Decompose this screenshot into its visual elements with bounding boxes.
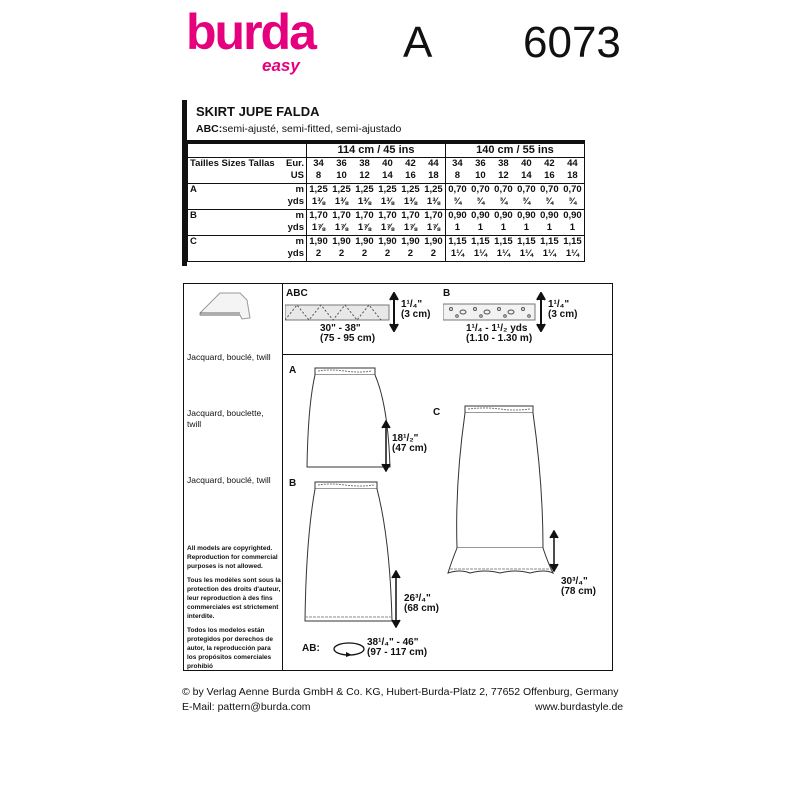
eur-size: 44 <box>567 157 578 169</box>
yardage-value: 1,70 <box>378 209 397 221</box>
yardage-value: 0,90 <box>445 209 469 222</box>
hem-width: 38¹/₄" - 46" (97 - 117 cm) <box>367 637 428 658</box>
copyright-fr: Tous les modèles sont sous la protection des droits d'auteur, leur reproduction à des fins commerciales est strictement interdite. <box>187 577 281 620</box>
fabric-c: Jacquard, bouclette, twill <box>187 408 264 429</box>
pattern-number: 6073 <box>523 18 621 67</box>
yardage-value: 1 <box>477 222 484 233</box>
skirt-b-drawing <box>300 479 400 629</box>
hem-width-label: AB: <box>302 643 320 654</box>
us-size: 12 <box>498 170 509 181</box>
width-114-header: 114 cm / 45 ins <box>307 142 446 157</box>
view-c-length: 30³/₄" (78 cm) <box>561 576 597 597</box>
eur-size: 38 <box>498 157 509 169</box>
yardage-value: 1,15 <box>445 235 469 248</box>
yardage-value: 2 <box>430 248 437 259</box>
burda-logo: burda <box>186 4 315 60</box>
publisher-info: © by Verlag Aenne Burda GmbH & Co. KG, Hubert-Burda-Platz 2, 77652 Offenburg, Germany <box>182 686 619 698</box>
yardage-value: 1,15 <box>471 235 490 247</box>
yardage-value: 1⅞ <box>334 222 349 233</box>
eur-size: 42 <box>544 157 555 169</box>
yardage-value: 0,70 <box>471 183 490 195</box>
yardage-value: 0,90 <box>471 209 490 221</box>
yardage-value: 1⅜ <box>426 196 441 207</box>
unit-label: m <box>284 183 307 196</box>
eur-size: 36 <box>336 157 347 169</box>
eur-size: 38 <box>359 157 370 169</box>
us-size: 12 <box>359 170 370 181</box>
us-size: 16 <box>544 170 555 181</box>
length-arrow-icon <box>391 570 401 628</box>
yardage-value: 1⅜ <box>357 196 372 207</box>
yardage-value: 1 <box>445 222 469 235</box>
yardage-value: 1,70 <box>424 209 443 221</box>
contact-email[interactable]: E-Mail: pattern@burda.com <box>182 701 311 713</box>
us-size: 8 <box>315 170 322 181</box>
yardage-value: 1⅞ <box>357 222 372 233</box>
yardage-value: ¾ <box>522 196 531 207</box>
interfacing-abc-length: 30" - 38" (75 - 95 cm) <box>320 323 376 344</box>
yardage-value: 1,25 <box>332 183 351 195</box>
yardage-value: 1,25 <box>355 183 374 195</box>
yardage-value: ¾ <box>545 196 554 207</box>
yardage-value: ¾ <box>445 196 469 209</box>
eur-size: 40 <box>382 157 393 169</box>
fabric-a: Jacquard, bouclé, twill <box>187 352 271 362</box>
yardage-value: 0,90 <box>494 209 513 221</box>
yardage-value: 1,15 <box>563 235 582 247</box>
view-b-length: 26³/₄" (68 cm) <box>404 593 440 614</box>
copyright-en: All models are copyrighted. Reproduction for commercial purposes is not allowed. <box>187 545 278 570</box>
yardage-value: 1⅜ <box>334 196 349 207</box>
yardage-value: 1,90 <box>332 235 351 247</box>
burda-easy-logo: easy <box>262 56 300 75</box>
yardage-value: 1¼ <box>565 248 580 259</box>
divider <box>282 283 283 670</box>
unit-label: m <box>284 235 307 248</box>
unit-label: m <box>284 209 307 222</box>
yardage-value: 1,15 <box>494 235 513 247</box>
yardage-value: 1 <box>523 222 530 233</box>
skirt-c-drawing <box>445 403 555 583</box>
interfacing-b-length: 1¹/₄ - 1¹/₂ yds (1.10 - 1.30 m) <box>466 323 533 344</box>
yardage-value: 1,15 <box>517 235 536 247</box>
yardage-value: 1,90 <box>309 235 328 247</box>
us-size: 14 <box>521 170 532 181</box>
yardage-value: 0,90 <box>517 209 536 221</box>
interfacing-abc-label: ABC <box>286 288 308 299</box>
interfacing-abc-strip <box>285 302 395 322</box>
yardage-value: 1¼ <box>473 248 488 259</box>
view-c-label: C <box>433 407 441 418</box>
yardage-value: 1,25 <box>378 183 397 195</box>
yardage-value: ¾ <box>499 196 508 207</box>
yardage-value: 1¼ <box>542 248 556 259</box>
yardage-value: 1,70 <box>401 209 420 221</box>
interfacing-abc-height: 1¹/₄" (3 cm) <box>401 299 431 320</box>
yardage-value: 2 <box>407 248 414 259</box>
fit-description <box>196 123 401 135</box>
table-cell <box>188 142 285 157</box>
fabric-b: Jacquard, bouclé, twill <box>187 475 271 485</box>
us-size: 8 <box>445 170 469 183</box>
us-size: 10 <box>475 170 486 181</box>
yardage-value: 0,90 <box>563 209 582 221</box>
yardage-value: 2 <box>315 248 322 259</box>
yardage-value: 1⅜ <box>403 196 418 207</box>
length-arrow-icon <box>549 530 559 572</box>
yardage-value: 1,90 <box>355 235 374 247</box>
yardage-value: 0,70 <box>540 183 559 195</box>
fit-label: ABC: <box>196 123 223 135</box>
garment-title: SKIRT JUPE FALDA <box>196 104 320 119</box>
us-size: 18 <box>567 170 578 181</box>
yardage-value: 1,15 <box>540 235 559 247</box>
view-a-label: A <box>289 365 297 376</box>
sizes-label: Tailles Sizes Tallas <box>190 157 275 169</box>
us-size: 18 <box>428 170 439 181</box>
copyright-es: Todos los modelos están protegidos por derechos de autor, la reproducción para los propósitos comerciales prohibió <box>187 627 273 670</box>
height-arrow-icon <box>389 292 399 332</box>
eur-size: 34 <box>445 157 469 170</box>
yardage-value: 1⅞ <box>426 222 441 233</box>
yardage-value: 1,90 <box>378 235 397 247</box>
yardage-value: 0,70 <box>494 183 513 195</box>
us-label: US <box>284 170 307 183</box>
width-140-header: 140 cm / 55 ins <box>445 142 584 157</box>
table-cell <box>284 142 307 157</box>
yardage-value: 1,25 <box>401 183 420 195</box>
yardage-value: 1,90 <box>424 235 443 247</box>
yardage-value: 1⅜ <box>380 196 395 207</box>
interfacing-b-label: B <box>443 288 451 299</box>
us-size: 10 <box>336 170 347 181</box>
yardage-value: 1,70 <box>332 209 351 221</box>
us-size: 16 <box>405 170 416 181</box>
view-row-label: A <box>190 183 197 195</box>
yardage-value: 0,70 <box>517 183 536 195</box>
yardage-value: 2 <box>361 248 368 259</box>
yardage-value: 1 <box>500 222 507 233</box>
fabric-fold-icon <box>195 288 255 323</box>
website-link[interactable]: www.burdastyle.de <box>535 701 624 713</box>
yardage-value: 1 <box>569 222 576 233</box>
yardage-value: 1,25 <box>309 183 328 195</box>
table-cell <box>188 222 285 235</box>
yardage-value: ¾ <box>476 196 485 207</box>
view-letter: A <box>403 18 433 67</box>
eur-label: Eur. <box>284 157 307 170</box>
yardage-value: 1¼ <box>445 248 469 261</box>
eur-size: 44 <box>428 157 439 169</box>
interfacing-b-strip <box>443 302 543 322</box>
yardage-value: 1,90 <box>401 235 420 247</box>
divider <box>282 354 612 355</box>
yardage-value: 1⅞ <box>403 222 418 233</box>
view-a-length: 18¹/₂" (47 cm) <box>392 433 428 454</box>
view-row-label: B <box>190 209 197 221</box>
unit-label: yds <box>284 248 307 261</box>
yardage-value: 1⅞ <box>311 222 326 233</box>
yardage-value: 1,25 <box>424 183 443 195</box>
copyright-notes <box>187 544 281 671</box>
yardage-value: 0,70 <box>445 183 469 196</box>
table-cell <box>188 170 285 183</box>
eur-size: 36 <box>475 157 486 169</box>
yardage-value: 1⅞ <box>380 222 395 233</box>
view-b-label: B <box>289 478 297 489</box>
length-arrow-icon <box>381 420 391 472</box>
yardage-value: 1¼ <box>496 248 511 259</box>
yardage-value: 0,90 <box>540 209 559 221</box>
yardage-value: 1⅜ <box>311 196 326 207</box>
yardage-value: 1¼ <box>519 248 533 259</box>
yardage-value: 2 <box>384 248 391 259</box>
eur-size: 34 <box>313 157 324 169</box>
table-cell <box>188 196 285 209</box>
yardage-value: 1 <box>546 222 553 233</box>
yardage-value: ¾ <box>568 196 577 207</box>
height-arrow-icon <box>536 292 546 332</box>
eur-size: 40 <box>521 157 532 169</box>
unit-label: yds <box>284 196 307 209</box>
interfacing-b-height: 1¹/₄" (3 cm) <box>548 299 578 320</box>
unit-label: yds <box>284 222 307 235</box>
us-size: 14 <box>382 170 393 181</box>
fit-text: semi-ajusté, semi-fitted, semi-ajustado <box>222 123 402 135</box>
circumference-icon <box>332 640 366 658</box>
eur-size: 42 <box>405 157 416 169</box>
yardage-value: 0,70 <box>563 183 582 195</box>
view-row-label: C <box>190 235 197 247</box>
yardage-table <box>187 140 585 262</box>
yardage-value: 1,70 <box>355 209 374 221</box>
yardage-value: 2 <box>338 248 345 259</box>
table-cell <box>188 248 285 261</box>
yardage-value: 1,70 <box>309 209 328 221</box>
